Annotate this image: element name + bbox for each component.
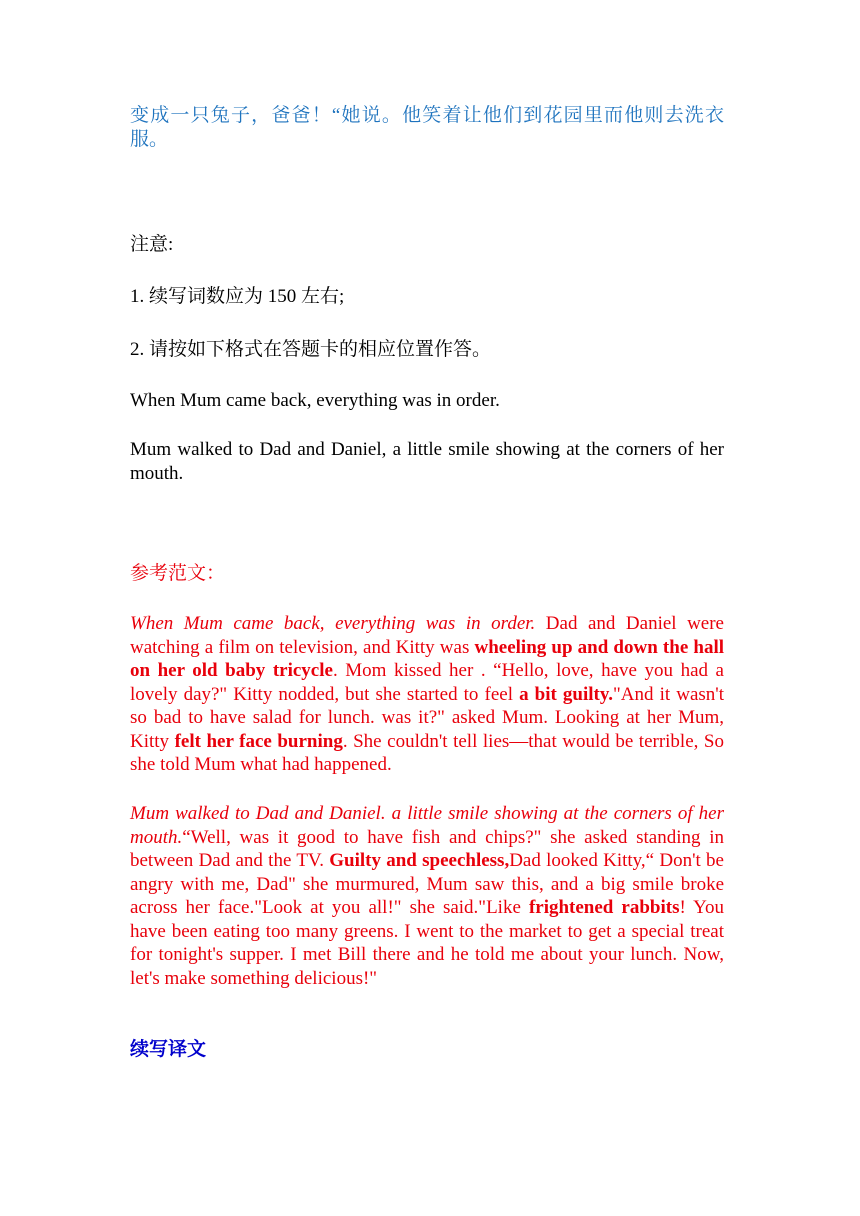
- essay-2-text: ! You have been eating too many greens. I went to the market to get a special treat for tonight's supper. I met Bill there and he told me about your lunch. Now, let's make something delicious!": [130, 897, 724, 989]
- essay-2-given-opening: Mum walked to Dad and Daniel. a little smile showing at the corners of her mouth.: [130, 803, 724, 848]
- note-item-word-count: 1. 续写词数应为 150 左右;: [130, 286, 345, 307]
- essay-2-highlight: frightened rabbits: [528, 897, 680, 918]
- essay-2-text: Dad looked Kitty,“ Don't be angry with me, Dad" she murmured, Mum saw this, and a big smile broke across her face."Look at you all!" she said."Like: [130, 850, 724, 918]
- essay-1-text: Dad and Daniel were watching a film on television, and Kitty was: [130, 613, 724, 658]
- reference-essay-paragraph-2: [130, 802, 724, 990]
- essay-2-highlight: Guilty and speechless,: [329, 850, 510, 871]
- continuation-translation-heading: 续写译文: [130, 1039, 207, 1060]
- essay-1-highlight: wheeling up and down the hall on her old baby tricycle: [130, 636, 725, 681]
- paragraph-1-opening: When Mum came back, everything was in order.: [130, 390, 500, 411]
- essay-1-highlight: a bit guilty.: [519, 683, 614, 705]
- essay-2-text: “Well, was it good to have fish and chips?" she asked standing in between Dad and the TV.: [130, 826, 724, 871]
- essay-1-given-opening: When Mum came back, everything was in order.: [130, 613, 536, 634]
- essay-1-highlight: felt her face burning: [174, 730, 343, 752]
- paragraph-2-opening: Mum walked to Dad and Daniel, a little smile showing at the corners of her mouth.: [130, 439, 724, 484]
- reference-essay-paragraph-1: [130, 612, 724, 777]
- note-heading: 注意:: [130, 234, 174, 255]
- reference-essay-heading: 参考范文：: [130, 563, 226, 584]
- translation-text: 变成一只兔子，爸爸！“她说。他笑着让他们到花园里而他则去洗衣服。: [130, 105, 724, 150]
- essay-1-text: . Mom kissed her . “Hello, love, have you had a lovely day?" Kitty nodded, but she started to feel: [130, 660, 724, 705]
- essay-1-text: "And it wasn't so bad to have salad for lunch. was it?" asked Mum. Looking at her Mum, Kitty: [130, 683, 724, 752]
- essay-1-text: . She couldn't tell lies—that would be terrible, So she told Mum what had happened.: [130, 730, 724, 775]
- note-item-format: 2. 请按如下格式在答题卡的相应位置作答。: [130, 339, 492, 360]
